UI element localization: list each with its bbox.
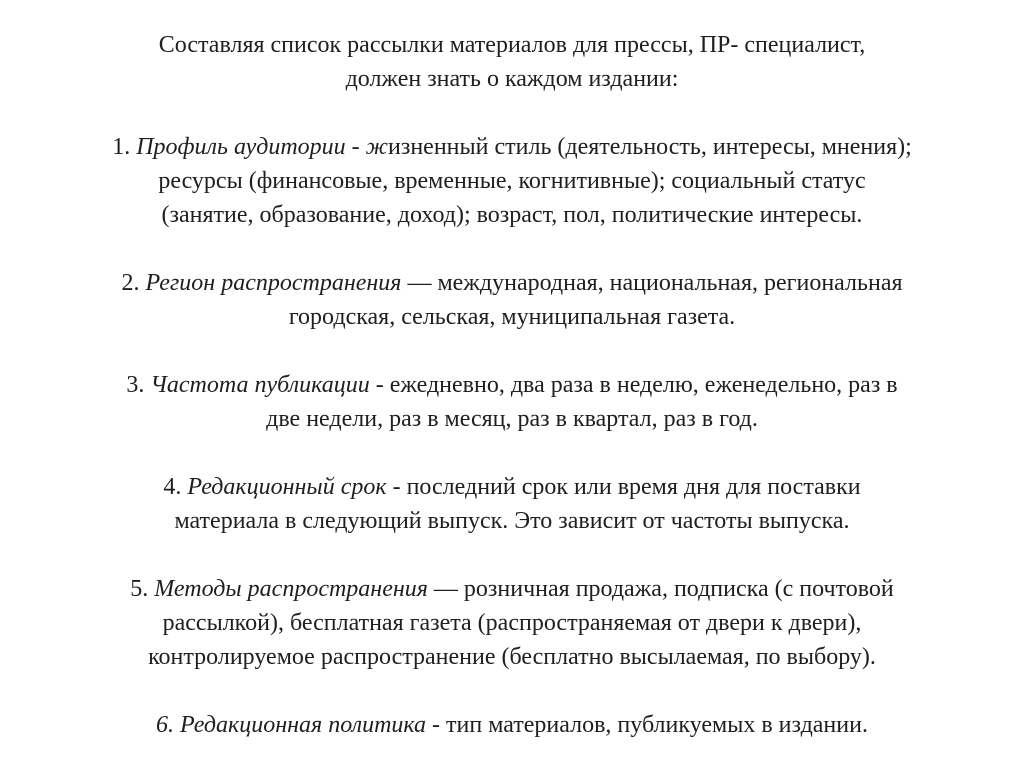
item-5-line-2: рассылкой), бесплатная газета (распространяемая от двери к двери),: [162, 610, 862, 636]
item-term: Регион распространения: [145, 270, 402, 296]
intro-line-1: Составляя список рассылки материалов для прессы, ПР- специалист,: [158, 32, 866, 58]
paragraph-gap: [18, 436, 1006, 470]
item-term: Профиль аудитории - ж: [136, 134, 388, 160]
item-number: 3.: [126, 372, 145, 398]
item-term: Редакционный срок: [187, 474, 387, 500]
paragraph-gap: [18, 96, 1006, 130]
item-4-first-line: [18, 470, 1006, 504]
item-5-line-3: контролируемое распространение (бесплатно высылаемая, по выбору).: [148, 644, 876, 670]
item-number: 1.: [112, 134, 131, 160]
item-text: - ежедневно, два раза в неделю, еженедельно, раз в: [369, 372, 898, 398]
item-6-first-line: [18, 708, 1006, 742]
item-number: 2.: [121, 270, 146, 296]
item-3-line-2: две недели, раз в месяц, раз в квартал, раз в год.: [266, 406, 758, 432]
slide-text: [18, 28, 1006, 742]
item-1-first-line: [18, 130, 1006, 164]
item-number: 4.: [163, 474, 182, 500]
item-3-first-line: [18, 368, 1006, 402]
intro-line-2: должен знать о каждом издании:: [345, 66, 679, 92]
paragraph-gap: [18, 232, 1006, 266]
paragraph-gap: [18, 674, 1006, 708]
item-4-line-2: материала в следующий выпуск. Это зависит от частоты выпуска.: [174, 508, 850, 534]
item-number: 5.: [130, 576, 149, 602]
item-1-line-2: ресурсы (финансовые, временные, когнитивные); социальный статус: [158, 168, 866, 194]
item-text: - тип материалов, публикуемых в издании.: [426, 712, 868, 738]
item-term: Методы распространения: [154, 576, 428, 602]
item-term: Частота публикации: [150, 372, 370, 398]
item-text: — розничная продажа, подписка (с почтовой: [427, 576, 894, 602]
item-text: изненный стиль (деятельность, интересы, мнения);: [388, 134, 912, 160]
item-2-line-2: городская, сельская, муниципальная газета.: [288, 304, 736, 330]
paragraph-gap: [18, 334, 1006, 368]
item-5-first-line: [18, 572, 1006, 606]
item-text: — международная, национальная, региональная: [401, 270, 903, 296]
item-2-first-line: [18, 266, 1006, 300]
item-term: 6. Редакционная политика: [156, 712, 427, 738]
item-1-line-3: (занятие, образование, доход); возраст, пол, политические интересы.: [161, 202, 863, 228]
paragraph-gap: [18, 538, 1006, 572]
item-text: - последний срок или время дня для поставки: [386, 474, 861, 500]
